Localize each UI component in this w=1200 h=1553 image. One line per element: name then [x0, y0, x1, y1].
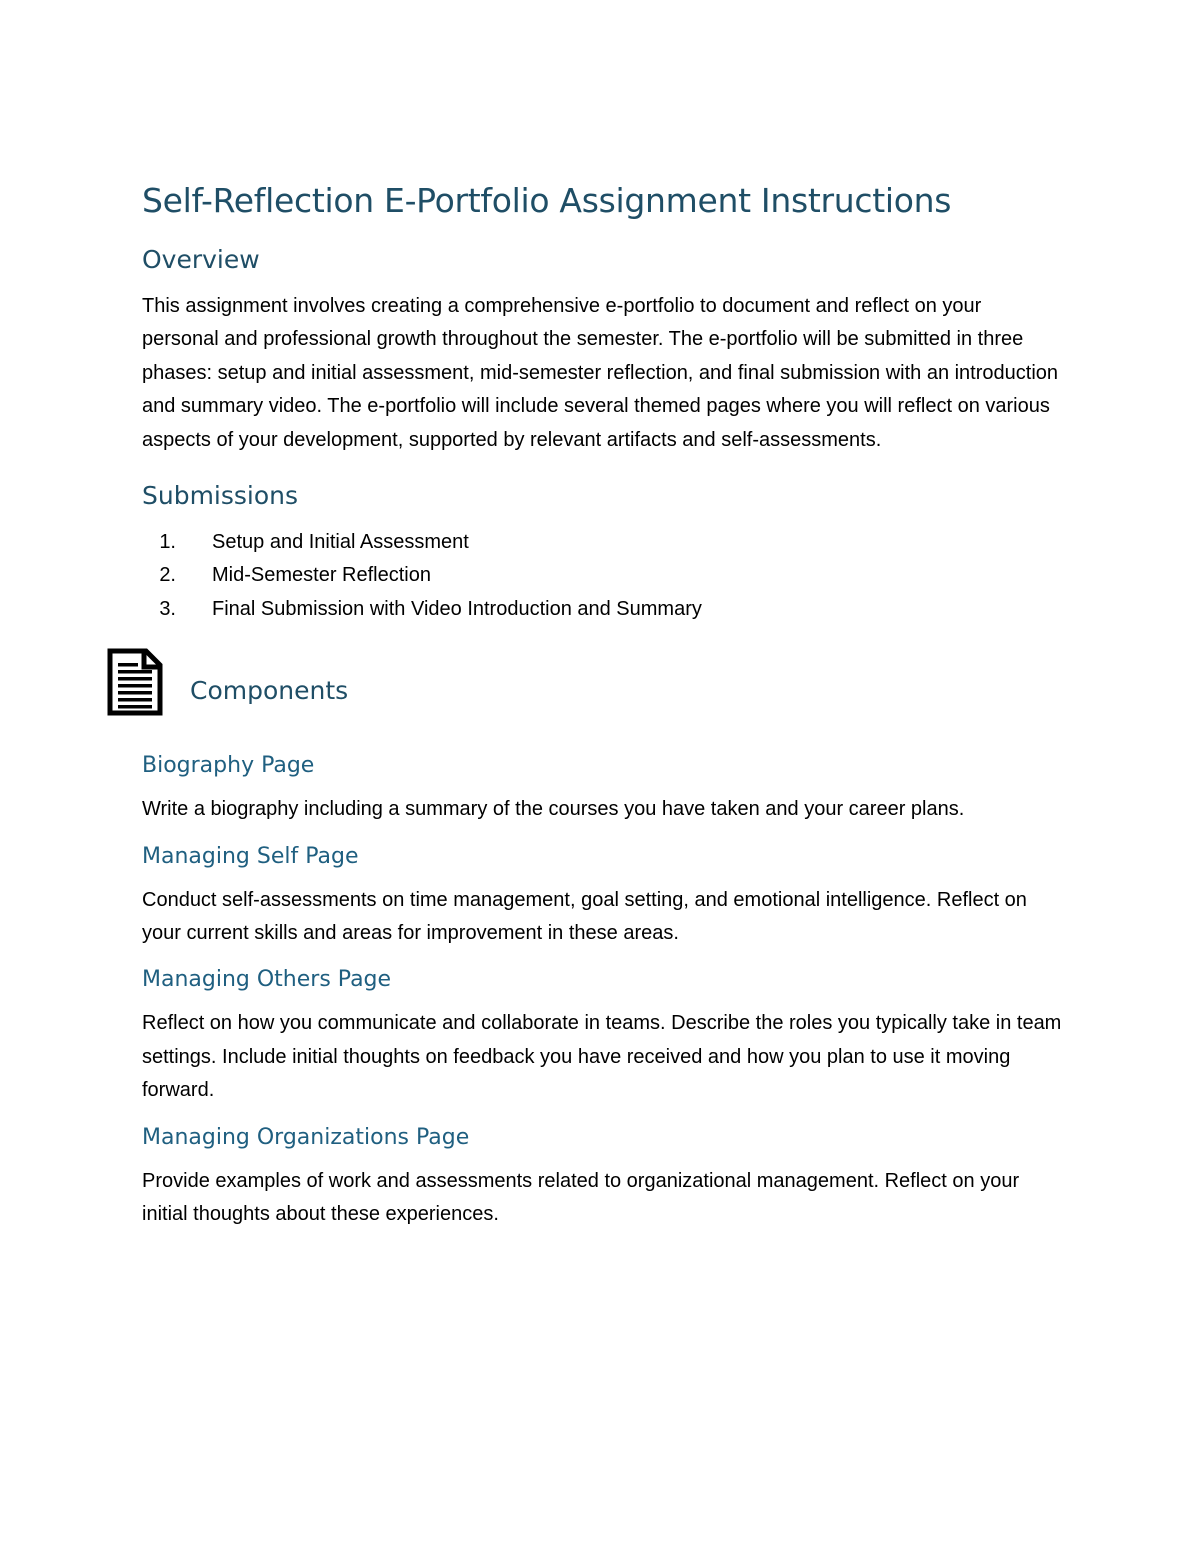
components-header	[142, 636, 1062, 726]
list-item	[142, 593, 1062, 626]
overview-heading: Overview	[142, 245, 260, 274]
submissions-heading: Submissions	[142, 481, 299, 511]
submissions-list	[142, 526, 1062, 626]
list-item-label: Final Submission with Video Introduction and Summary	[212, 597, 702, 620]
list-item-number: 3.	[159, 597, 176, 620]
list-item-number: 2.	[159, 564, 176, 587]
document-icon	[107, 648, 163, 716]
components-heading: Components	[190, 676, 349, 706]
biography-text: Write a biography including a summary of the courses you have taken and your career plans.	[142, 798, 965, 821]
list-item-label: Mid-Semester Reflection	[212, 564, 431, 587]
list-item-label: Setup and Initial Assessment	[212, 531, 469, 554]
document-title: Self-Reflection E-Portfolio Assignment Instructions	[142, 181, 952, 220]
managing-self-heading: Managing Self Page	[142, 843, 359, 869]
biography-heading: Biography Page	[142, 753, 315, 779]
managing-organizations-heading: Managing Organizations Page	[142, 1124, 470, 1150]
managing-others-text: Reflect on how you communicate and collaborate in teams. Describe the roles you typically take in team settings. Include initial thoughts on feedback you have received and how you plan to use it moving forward.	[142, 1012, 1062, 1102]
overview-text: This assignment involves creating a comprehensive e-portfolio to document and reflect on your personal and professional growth throughout the semester. The e-portfolio will be submitted in three phases: setup and initial assessment, mid-semester reflection, and final submission with an introduction and summary video. The e-portfolio will include several themed pages where you will reflect on various aspects of your development, supported by relevant artifacts and self-assessments.	[142, 295, 1059, 451]
list-item-number: 1.	[159, 531, 176, 554]
list-item	[142, 559, 1062, 592]
list-item	[142, 526, 1062, 559]
managing-self-text: Conduct self-assessments on time management, goal setting, and emotional intelligence. Reflect on your current skills and areas for improvement in these areas.	[142, 888, 1027, 945]
document-content	[142, 176, 1062, 1232]
managing-organizations-text: Provide examples of work and assessments related to organizational management. Reflect on your initial thoughts about these experiences.	[142, 1169, 1020, 1226]
managing-others-heading: Managing Others Page	[142, 967, 392, 993]
